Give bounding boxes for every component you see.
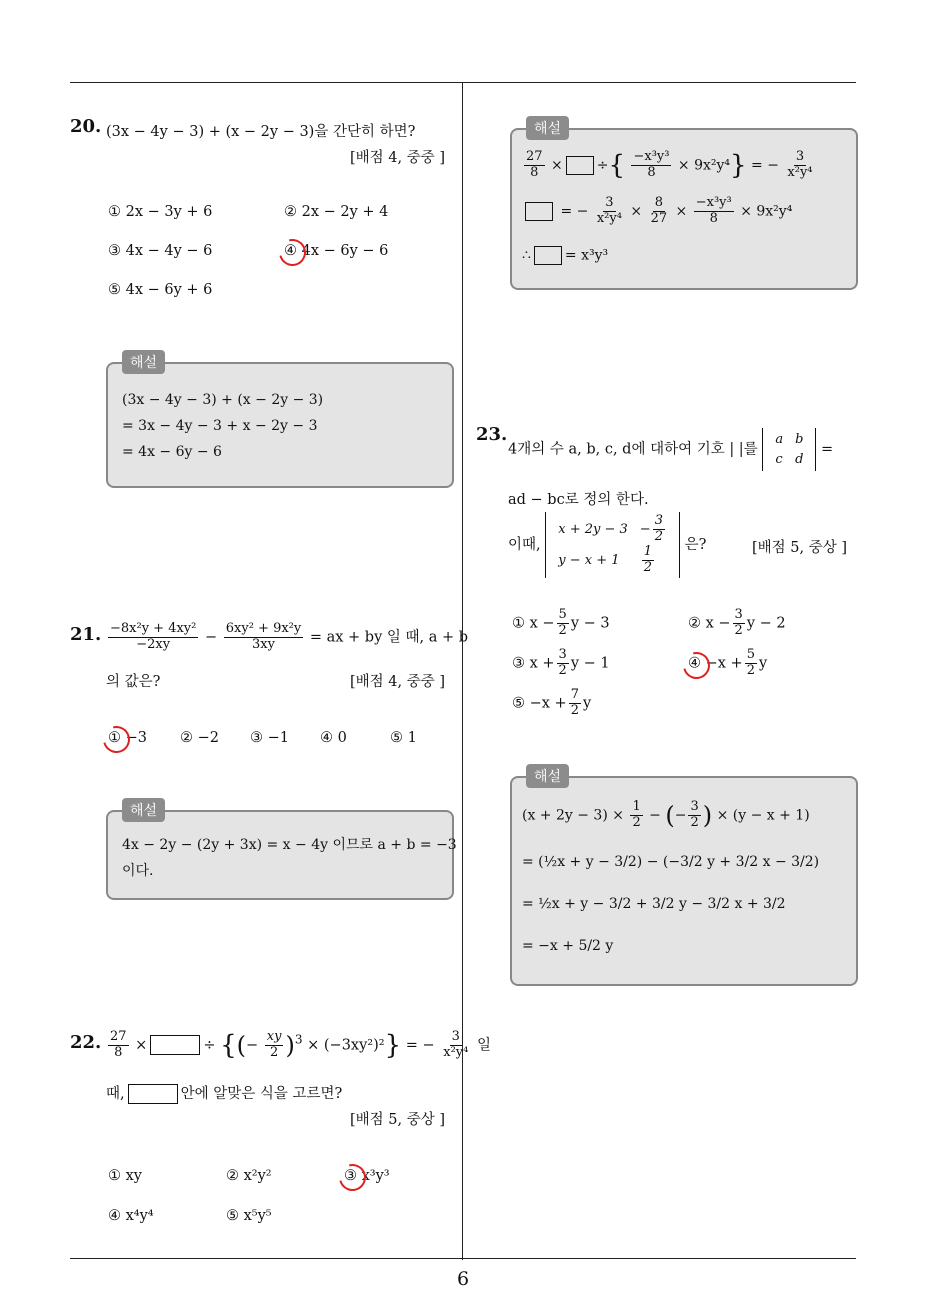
q23-choice-3[interactable]: ③ x + $\frac{3}{2}$ y − 1 [512, 647, 610, 678]
q21-number: 21. [70, 624, 102, 645]
q22-sol-line-3: ∴ = x³y³ [522, 247, 609, 264]
q20-choice-3[interactable]: ③ 4x − 4y − 6 [108, 243, 213, 259]
q22-stem-2: 때, 안에 알맞은 식을 고르면? [106, 1086, 343, 1102]
q21-stem-2: 의 값은? [106, 674, 161, 690]
q21-choice-1[interactable]: ① −3 [108, 730, 147, 746]
q22-blank-box-2 [128, 1084, 178, 1104]
q23-sol-line-4: = −x + 5/2 y [522, 938, 614, 954]
column-divider [462, 82, 463, 1260]
q20-number: 20. [70, 116, 102, 137]
q23-choice-1[interactable]: ① x − $\frac{5}{2}$ y − 3 [512, 607, 610, 638]
q21-choice-4[interactable]: ④ 0 [320, 730, 347, 746]
q22-choice-1[interactable]: ① xy [108, 1168, 142, 1184]
q21-frac-2: $\frac{\text{6xy² + 9x²y}}{3xy}$ [225, 621, 302, 652]
q23-choice-5[interactable]: ⑤ −x + $\frac{7}{2}$ y [512, 687, 592, 718]
q20-choice-4[interactable]: ④ 4x − 6y − 6 [284, 243, 389, 259]
q21-stem-tail: = ax + by 일 때, a + b [309, 629, 469, 646]
q21-choice-3[interactable]: ③ −1 [250, 730, 289, 746]
q23-number: 23. [476, 424, 508, 445]
q22-sol-line-1: $\frac{27}{8}$ × ÷{ $\frac{\text{−x³y³}}{8}$ × 9x²y⁴} = − $\frac{3}{\text{x²y⁴}}$ [526, 149, 813, 181]
q21-answer-mark [98, 721, 135, 758]
q23-sol-line-3: = ½x + y − 3/2 + 3/2 y − 3/2 x + 3/2 [522, 896, 786, 912]
q22-choice-3[interactable]: ③ x³y³ [344, 1168, 390, 1184]
q20-sol-line-2: = 3x − 4y − 3 + x − 2y − 3 [122, 418, 318, 434]
q23-det-def: a b c d [762, 428, 816, 471]
q23-score: [배점 5, 중상 ] [752, 540, 848, 556]
q22-stem: $\frac{27}{8}$ × ÷ {(− $\frac{xy}{2}$ )$^3$ × (−3xy²)²} = − $\frac{3}{\text{x²y⁴}}$ 일 [110, 1029, 491, 1061]
q22-solution-tag: 해설 [526, 116, 569, 140]
q20-sol-line-3: = 4x − 6y − 6 [122, 444, 222, 460]
q21-choice-2[interactable]: ② −2 [180, 730, 219, 746]
q22-sol-line-2: = − $\frac{3}{\text{x²y⁴}}$ × $\frac{8}{27}$ × $\frac{\text{−x³y³}}{8}$ × 9x²y⁴ [522, 196, 792, 227]
q21-frac-1: $\frac{\text{−8x²y + 4xy²}}{-2xy}$ [110, 621, 197, 652]
q20-solution-box [106, 355, 454, 488]
q23-stem-1: 4개의 수 a, b, c, d에 대하여 기호 | |를 a b c d = [508, 428, 833, 471]
q20-solution-tag: 해설 [122, 350, 165, 374]
q21-choice-5[interactable]: ⑤ 1 [390, 730, 417, 746]
q23-sol-line-2: = (½x + y − 3/2) − (−3/2 y + 3/2 x − 3/2) [522, 854, 820, 870]
q23-stem-2: ad − bc로 정의 한다. [508, 492, 649, 508]
q21-solution-tag: 해설 [122, 798, 165, 822]
q22-answer-mark [334, 1159, 371, 1196]
q22-blank-box [150, 1035, 200, 1055]
q22-choice-4[interactable]: ④ x⁴y⁴ [108, 1208, 154, 1224]
q23-choice-2[interactable]: ② x − $\frac{3}{2}$ y − 2 [688, 607, 786, 638]
q21-score: [배점 4, 중중 ] [350, 674, 446, 690]
q22-solution-box [510, 121, 858, 290]
q23-choice-4[interactable]: ④ −x + $\frac{5}{2}$ y [688, 647, 768, 678]
q20-choice-1[interactable]: ① 2x − 3y + 6 [108, 204, 213, 220]
q21-solution-box [106, 803, 457, 900]
q20-score: [배점 4, 중중 ] [350, 150, 446, 166]
q21-stem: $\frac{\text{−8x²y + 4xy²}}{-2xy}$ − $\frac{\text{6xy² + 9x²y}}{3xy}$ = ax + by 일 때, a + b [110, 621, 469, 652]
q22-score: [배점 5, 중상 ] [350, 1112, 446, 1128]
q22-choice-2[interactable]: ② x²y² [226, 1168, 272, 1184]
q23-sol-line-1: (x + 2y − 3) × $\frac{1}{2}$ − (− $\frac{3}{2}$ ) × (y − x + 1) [522, 799, 810, 830]
q23-det-problem: x + 2y − 3 − $\frac{3}{2}$ y − x + 1 $\frac{1}{2}$ [545, 512, 680, 578]
q23-solution-tag: 해설 [526, 764, 569, 788]
q20-choice-2[interactable]: ② 2x − 2y + 4 [284, 204, 389, 220]
q22-number: 22. [70, 1032, 102, 1053]
q23-stem-3: 이때, x + 2y − 3 − $\frac{3}{2}$ y − x + 1 $\frac{1}{2}$ 은? [508, 512, 706, 578]
q20-answer-mark [274, 234, 311, 271]
q22-choice-5[interactable]: ⑤ x⁵y⁵ [226, 1208, 272, 1224]
bottom-rule [70, 1258, 856, 1259]
q20-sol-line-1: (3x − 4y − 3) + (x − 2y − 3) [122, 392, 324, 408]
q20-stem: (3x − 4y − 3) + (x − 2y − 3)을 간단히 하면? [106, 124, 416, 140]
q20-choice-5[interactable]: ⑤ 4x − 6y + 6 [108, 282, 213, 298]
q21-sol-line-2: 이다. [122, 863, 154, 879]
page-number: 6 [456, 1268, 470, 1290]
q21-sol-line-1: 4x − 2y − (2y + 3x) = x − 4y 이므로 a + b = −3 [122, 837, 457, 853]
q23-solution-box [510, 769, 858, 986]
top-rule [70, 82, 856, 83]
